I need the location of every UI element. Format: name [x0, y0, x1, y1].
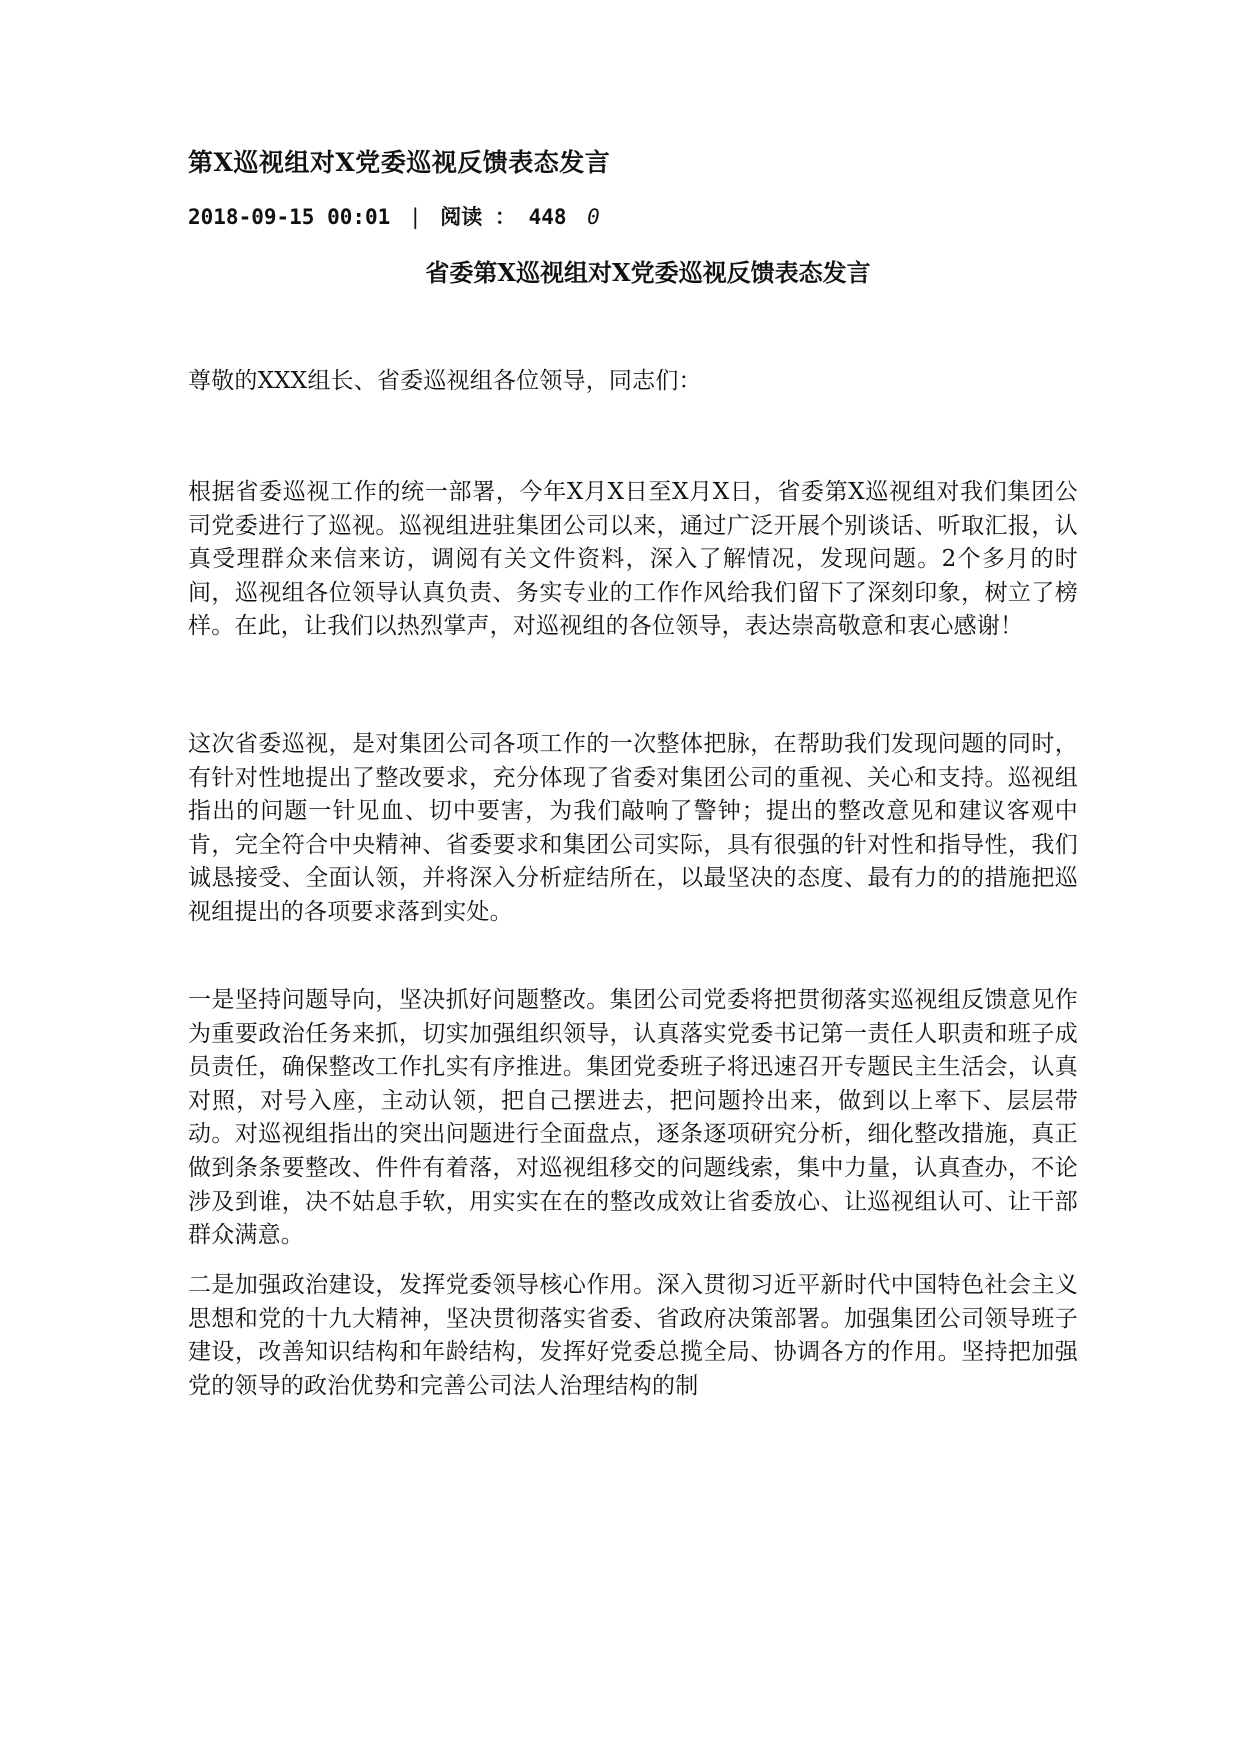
paragraph-4: 二是加强政治建设，发挥党委领导核心作用。深入贯彻习近平新时代中国特色社会主义思想和党的十九大精神，坚决贯彻落实省委、省政府决策部署。加强集团公司领导班子建设，改善知识结构和年龄结构，发挥好党委总揽全局、协调各方的作用。坚持把加强党的领导的政治优势和完善公司法人治理结构的制: [188, 1272, 1078, 1399]
paragraph-3: 一是坚持问题导向，坚决抓好问题整改。集团公司党委将把贯彻落实巡视组反馈意见作为重要政治任务来抓，切实加强组织领导，认真落实党委书记第一责任人职责和班子成员责任，确保整改工作扎实有序推进。集团党委班子将迅速召开专题民主生活会，认真对照，对号入座，主动认领，把自己摆进去，把问题拎出来，做到以上率下、层层带动。对巡视组指出的突出问题进行全面盘点，逐条逐项研究分析，细化整改措施，真正做到条条要整改、件件有着落，对巡视组移交的问题线索，集中力量，认真查办，不论涉及到谁，决不姑息手软，用实实在在的整改成效让省委放心、让巡视组认可、让干部群众满意。: [188, 987, 1078, 1249]
meta-separator: |: [408, 205, 422, 229]
publish-datetime: 2018-09-15 00:01: [188, 205, 391, 229]
document-subtitle: 省委第X巡视组对X党委巡视反馈表态发言: [425, 258, 871, 287]
paragraph-1: 根据省委巡视工作的统一部署，今年X月X日至X月X日，省委第X巡视组对我们集团公司党委进行了巡视。巡视组进驻集团公司以来，通过广泛开展个别谈话、听取汇报，认真受理群众来信来访，调阅有关文件资料，深入了解情况，发现问题。2个多月的时间，巡视组各位领导认真负责、务实专业的工作作风给我们留下了深刻印象，树立了榜样。在此，让我们以热烈掌声，对巡视组的各位领导，表达崇高敬意和衷心感谢！: [188, 479, 1078, 640]
document-meta: [188, 199, 600, 235]
reads-count: 448: [528, 205, 567, 229]
reads-label: 阅读 ：: [440, 205, 516, 229]
paragraph-2: 这次省委巡视，是对集团公司各项工作的一次整体把脉，在帮助我们发现问题的同时，有针对性地提出了整改要求，充分体现了省委对集团公司的重视、关心和支持。巡视组指出的问题一针见血、切中要害，为我们敲响了警钟；提出的整改意见和建议客观中肯，完全符合中央精神、省委要求和集团公司实际，具有很强的针对性和指导性，我们诚恳接受、全面认领，并将深入分析症结所在，以最坚决的态度、最有力的的措施把巡视组提出的各项要求落到实处。: [188, 731, 1078, 925]
document-title: 第X巡视组对X党委巡视反馈表态发言: [188, 148, 611, 177]
meta-extra-count: 0: [587, 205, 600, 229]
salutation: 尊敬的XXX组长、省委巡视组各位领导，同志们：: [188, 368, 702, 394]
